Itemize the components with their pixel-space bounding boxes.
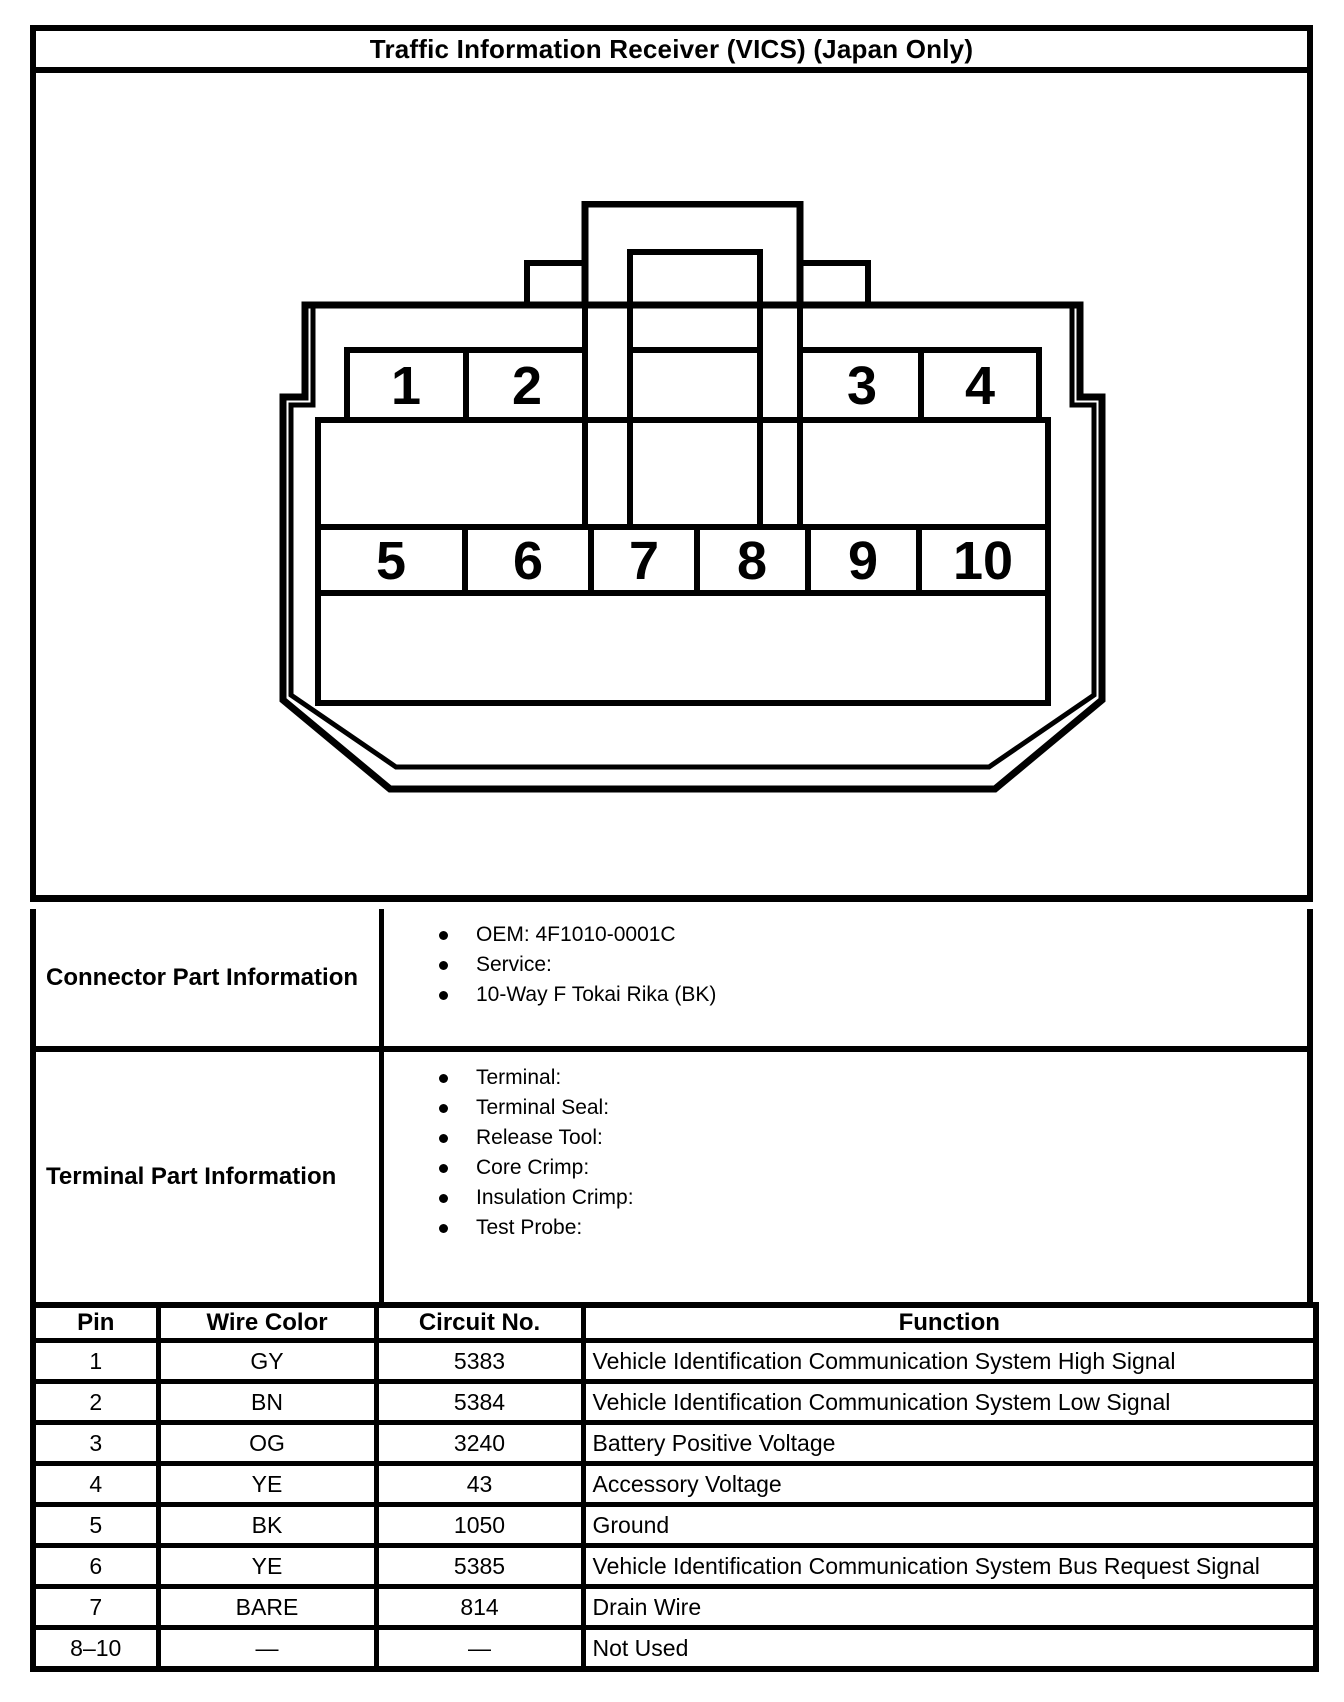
shoulder-right xyxy=(800,263,868,305)
cell-pin: 3 xyxy=(33,1423,158,1464)
bullet-item xyxy=(439,1093,1307,1123)
pinout-table xyxy=(30,1302,1319,1672)
terminal-part-info-content xyxy=(384,1052,1307,1302)
cell-function: Battery Positive Voltage xyxy=(583,1423,1316,1464)
cell-circuit-no: 814 xyxy=(376,1587,583,1628)
bullet-icon xyxy=(439,1134,448,1143)
connector-part-info-label: Connector Part Information xyxy=(36,909,384,1046)
pin-number-8: 8 xyxy=(736,531,768,591)
cell-wire-color: BN xyxy=(158,1382,376,1423)
connector-part-info-content xyxy=(384,909,1307,1046)
cell-wire-color: — xyxy=(158,1628,376,1670)
pin-number-9: 9 xyxy=(847,531,879,591)
cell-circuit-no: — xyxy=(376,1628,583,1670)
cell-circuit-no: 5384 xyxy=(376,1382,583,1423)
table-row xyxy=(33,1546,1316,1587)
cell-function: Vehicle Identification Communication System Low Signal xyxy=(583,1382,1316,1423)
latch-inner xyxy=(630,252,760,350)
cell-wire-color: BK xyxy=(158,1505,376,1546)
bullet-item xyxy=(439,1213,1307,1243)
bullet-item xyxy=(439,1153,1307,1183)
bullet-label: Terminal Seal: xyxy=(476,1096,610,1119)
bullet-icon xyxy=(439,1224,448,1233)
pin-number-2: 2 xyxy=(511,356,543,416)
bullet-label: Release Tool: xyxy=(476,1126,603,1149)
connector-diagram xyxy=(256,201,1108,805)
terminal-part-info-label: Terminal Part Information xyxy=(36,1052,384,1302)
bullet-icon xyxy=(439,1104,448,1113)
cell-pin: 8–10 xyxy=(33,1628,158,1670)
table-row xyxy=(33,1382,1316,1423)
bullet-label: 10-Way F Tokai Rika (BK) xyxy=(476,983,717,1006)
bullet-item xyxy=(439,1183,1307,1213)
pin-number-7: 7 xyxy=(628,531,660,591)
cell-wire-color: BARE xyxy=(158,1587,376,1628)
cell-wire-color: YE xyxy=(158,1546,376,1587)
bullet-icon xyxy=(439,1164,448,1173)
header-function: Function xyxy=(583,1305,1316,1341)
bullet-item xyxy=(439,920,1307,950)
page-title: Traffic Information Receiver (VICS) (Japan Only) xyxy=(369,33,974,64)
table-row xyxy=(33,1587,1316,1628)
cell-pin: 7 xyxy=(33,1587,158,1628)
bullet-icon xyxy=(439,931,448,940)
table-row xyxy=(33,1464,1316,1505)
cell-function: Drain Wire xyxy=(583,1587,1316,1628)
table-header-row xyxy=(33,1305,1316,1341)
cell-circuit-no: 43 xyxy=(376,1464,583,1505)
cell-circuit-no: 3240 xyxy=(376,1423,583,1464)
shoulder-left xyxy=(527,263,585,305)
bullet-label: Terminal: xyxy=(476,1066,562,1089)
cell-circuit-no: 1050 xyxy=(376,1505,583,1546)
bullet-item xyxy=(439,1123,1307,1153)
title-bar xyxy=(30,25,1313,73)
pin-number-10: 10 xyxy=(952,531,1014,591)
bullet-icon xyxy=(439,961,448,970)
cell-pin: 4 xyxy=(33,1464,158,1505)
table-row xyxy=(33,1628,1316,1670)
bullet-label: OEM: 4F1010-0001C xyxy=(476,923,676,946)
bullet-item xyxy=(439,950,1307,980)
bullet-icon xyxy=(439,991,448,1000)
pin-number-4: 4 xyxy=(964,356,996,416)
header-wire-color: Wire Color xyxy=(158,1305,376,1341)
pin-number-6: 6 xyxy=(512,531,544,591)
cell-pin: 6 xyxy=(33,1546,158,1587)
table-row xyxy=(33,1423,1316,1464)
cell-wire-color: OG xyxy=(158,1423,376,1464)
bullet-icon xyxy=(439,1194,448,1203)
cell-pin: 2 xyxy=(33,1382,158,1423)
cell-pin: 1 xyxy=(33,1341,158,1382)
terminal-part-info-row xyxy=(30,1052,1313,1302)
latch-channel xyxy=(585,305,800,527)
cell-function: Vehicle Identification Communication System High Signal xyxy=(583,1341,1316,1382)
header-pin: Pin xyxy=(33,1305,158,1341)
table-row xyxy=(33,1341,1316,1382)
pin-number-5: 5 xyxy=(375,531,407,591)
cell-circuit-no: 5383 xyxy=(376,1341,583,1382)
cell-function: Accessory Voltage xyxy=(583,1464,1316,1505)
cell-function: Ground xyxy=(583,1505,1316,1546)
pin-number-1: 1 xyxy=(390,356,422,416)
cell-function: Not Used xyxy=(583,1628,1316,1670)
cell-wire-color: YE xyxy=(158,1464,376,1505)
bullet-label: Test Probe: xyxy=(476,1216,583,1239)
connector-part-info-row xyxy=(30,909,1313,1052)
cell-function: Vehicle Identification Communication System Bus Request Signal xyxy=(583,1546,1316,1587)
cell-circuit-no: 5385 xyxy=(376,1546,583,1587)
bullet-icon xyxy=(439,1074,448,1083)
pin-number-3: 3 xyxy=(846,356,878,416)
table-row xyxy=(33,1505,1316,1546)
bullet-label: Service: xyxy=(476,953,552,976)
bullet-label: Insulation Crimp: xyxy=(476,1186,634,1209)
bullet-item xyxy=(439,1063,1307,1093)
cell-pin: 5 xyxy=(33,1505,158,1546)
pin-cavity xyxy=(318,420,1048,703)
pin-row-top-cells xyxy=(347,350,1039,420)
cell-wire-color: GY xyxy=(158,1341,376,1382)
header-circuit-no: Circuit No. xyxy=(376,1305,583,1341)
bullet-label: Core Crimp: xyxy=(476,1156,590,1179)
pin-row-bottom-cells xyxy=(318,527,1048,593)
bullet-item xyxy=(439,980,1307,1010)
